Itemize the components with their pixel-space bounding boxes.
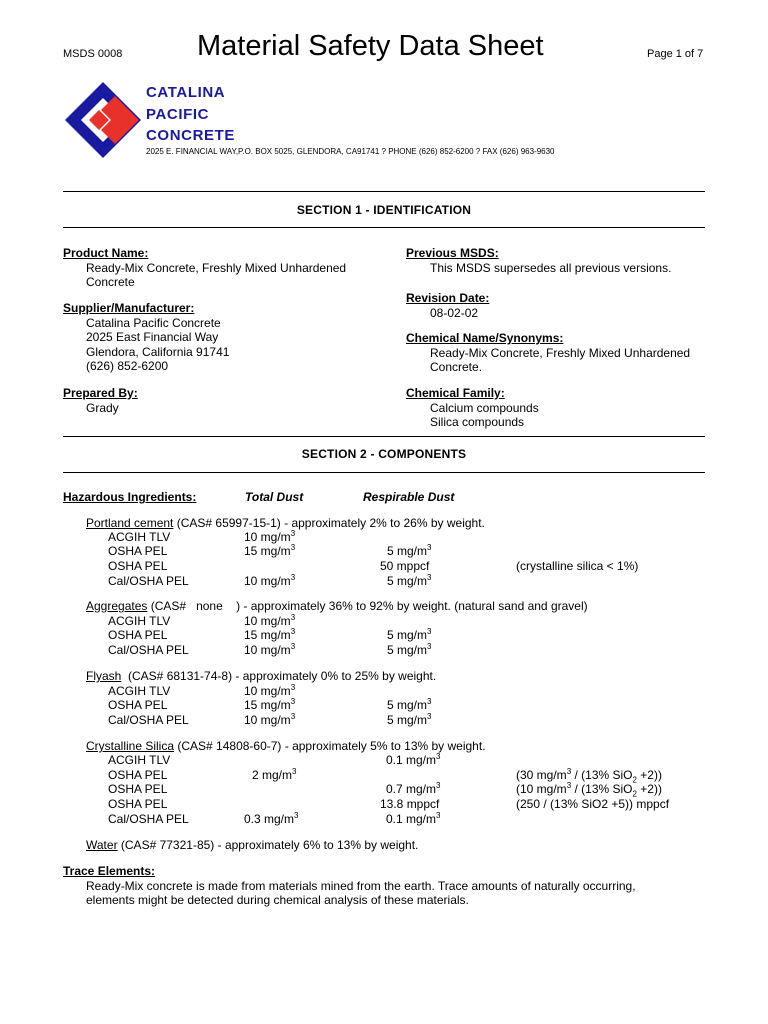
limit-respirable: 50 mppcf: [380, 559, 430, 573]
company-name-line3: CONCRETE: [146, 127, 235, 144]
trace-elements-text: elements might be detected during chemical analysis of these materials.: [86, 893, 469, 907]
limit-respirable: 5 $mg/m^3$: [387, 712, 432, 727]
limit-total: 10 $mg/m^3$: [244, 613, 296, 628]
limit-note: (10 $mg/m^3 / (13\%$ SiO$_2$ +2)): [516, 781, 662, 799]
trace-elements-label: Trace Elements:: [63, 864, 156, 878]
doc-id: MSDS 0008: [63, 48, 123, 60]
company-logo-icon: [63, 80, 143, 160]
revision-date-value: 08-02-02: [430, 306, 479, 320]
chemical-family-label: Chemical Family:: [406, 386, 505, 400]
previous-msds-value: This MSDS supersedes all previous versions.: [430, 261, 672, 275]
limit-total: 15 $mg/m^3$: [244, 543, 296, 558]
limit-respirable: 0.1 $mg/m^3$: [386, 752, 441, 767]
section2-title: SECTION 2 - COMPONENTS: [301, 447, 467, 461]
supplier-line: 2025 East Financial Way: [86, 330, 219, 344]
limit-label: Cal/OSHA PEL: [108, 574, 189, 588]
chemical-family-value: Silica compounds: [430, 415, 525, 429]
respirable-dust-header: Respirable Dust: [363, 490, 455, 504]
company-name-line2: PACIFIC: [146, 106, 210, 123]
product-name-value: Ready-Mix Concrete, Freshly Mixed Unhardened: [86, 261, 347, 275]
company-address: 2025 E. FINANCIAL WAY,P.O. BOX 5025, GLENDORA, CA91741 ? PHONE (626) 852-6200 ? FAX (626) 963-9630: [146, 147, 555, 156]
chemical-family-value: Calcium compounds: [430, 401, 539, 415]
limit-label: Cal/OSHA PEL: [108, 643, 189, 657]
prepared-by-label: Prepared By:: [63, 386, 138, 400]
limit-total: 10 $mg/m^3$: [244, 642, 296, 657]
ingredient-portland: Portland cement (CAS# 65997-15-1) - approximately 2% to 26% by weight.: [86, 516, 485, 530]
limit-label: OSHA PEL: [108, 782, 168, 796]
divider: [63, 472, 705, 473]
limit-label: ACGIH TLV: [108, 753, 171, 767]
previous-msds-label: Previous MSDS:: [406, 246, 499, 260]
limit-respirable: 5 $mg/m^3$: [387, 627, 432, 642]
supplier-line: (626) 852-6200: [86, 359, 169, 373]
ingredient-silica: Crystalline Silica (CAS# 14808-60-7) - approximately 5% to 13% by weight.: [86, 739, 486, 753]
limit-total: 10 $mg/m^3$: [244, 529, 296, 544]
page-number: Page 1 of 7: [647, 48, 704, 60]
limit-respirable: 0.7 $mg/m^3$: [386, 781, 441, 796]
limit-total: 2 $mg/m^3$: [252, 767, 297, 782]
limit-respirable: 0.1 $mg/m^3$: [386, 811, 441, 826]
product-name-label: Product Name:: [63, 246, 149, 260]
limit-total: 15 $mg/m^3$: [244, 627, 296, 642]
product-name-value: Concrete: [86, 275, 135, 289]
ingredient-water: Water (CAS# 77321-85) - approximately 6% to 13% by weight.: [86, 838, 419, 852]
prepared-by-value: Grady: [86, 401, 119, 415]
limit-label: ACGIH TLV: [108, 530, 171, 544]
limit-label: OSHA PEL: [108, 559, 168, 573]
limit-respirable: 5 $mg/m^3$: [387, 697, 432, 712]
limit-total: 10 $mg/m^3$: [244, 573, 296, 588]
divider: [63, 436, 705, 437]
supplier-line: Catalina Pacific Concrete: [86, 316, 221, 330]
page-title: Material Safety Data Sheet: [197, 30, 544, 62]
limit-label: OSHA PEL: [108, 698, 168, 712]
ingredient-aggregates: Aggregates (CAS# none ) - approximately 36% to 92% by weight. (natural sand and gravel): [86, 599, 588, 613]
hazardous-ingredients-label: Hazardous Ingredients:: [63, 490, 197, 504]
limit-label: ACGIH TLV: [108, 614, 171, 628]
limit-respirable: 5 $mg/m^3$: [387, 543, 432, 558]
trace-elements-text: Ready-Mix concrete is made from materials mined from the earth. Trace amounts of naturally occurring,: [86, 879, 636, 893]
limit-total: 10 $mg/m^3$: [244, 712, 296, 727]
divider: [63, 191, 705, 192]
limit-label: Cal/OSHA PEL: [108, 713, 189, 727]
chemical-name-value: Concrete.: [430, 360, 483, 374]
limit-note: (250 / (13% SiO2 +5)) mppcf: [516, 797, 670, 811]
section1-title: SECTION 1 - IDENTIFICATION: [296, 203, 472, 217]
chemical-name-label: Chemical Name/Synonyms:: [406, 331, 564, 345]
limit-total: 10 $mg/m^3$: [244, 683, 296, 698]
limit-total: 0.3 $mg/m^3$: [244, 811, 299, 826]
limit-note: (crystalline silica < 1%): [516, 559, 639, 573]
limit-note: (30 $mg/m^3 / (13\%$ SiO$_2$ +2)): [516, 767, 662, 785]
total-dust-header: Total Dust: [245, 490, 304, 504]
limit-label: OSHA PEL: [108, 628, 168, 642]
limit-total: 15 $mg/m^3$: [244, 697, 296, 712]
limit-label: OSHA PEL: [108, 768, 168, 782]
limit-label: OSHA PEL: [108, 797, 168, 811]
supplier-line: Glendora, California 91741: [86, 345, 230, 359]
limit-respirable: 5 $mg/m^3$: [387, 573, 432, 588]
ingredient-flyash: Flyash (CAS# 68131-74-8) - approximately 0% to 25% by weight.: [86, 669, 437, 683]
chemical-name-value: Ready-Mix Concrete, Freshly Mixed Unhardened: [430, 346, 691, 360]
limit-respirable: 13.8 mppcf: [380, 797, 440, 811]
company-name-line1: CATALINA: [146, 84, 226, 101]
limit-label: Cal/OSHA PEL: [108, 812, 189, 826]
limit-label: OSHA PEL: [108, 544, 168, 558]
supplier-label: Supplier/Manufacturer:: [63, 301, 195, 315]
limit-respirable: 5 $mg/m^3$: [387, 642, 432, 657]
limit-label: ACGIH TLV: [108, 684, 171, 698]
divider: [63, 227, 705, 228]
revision-date-label: Revision Date:: [406, 291, 490, 305]
